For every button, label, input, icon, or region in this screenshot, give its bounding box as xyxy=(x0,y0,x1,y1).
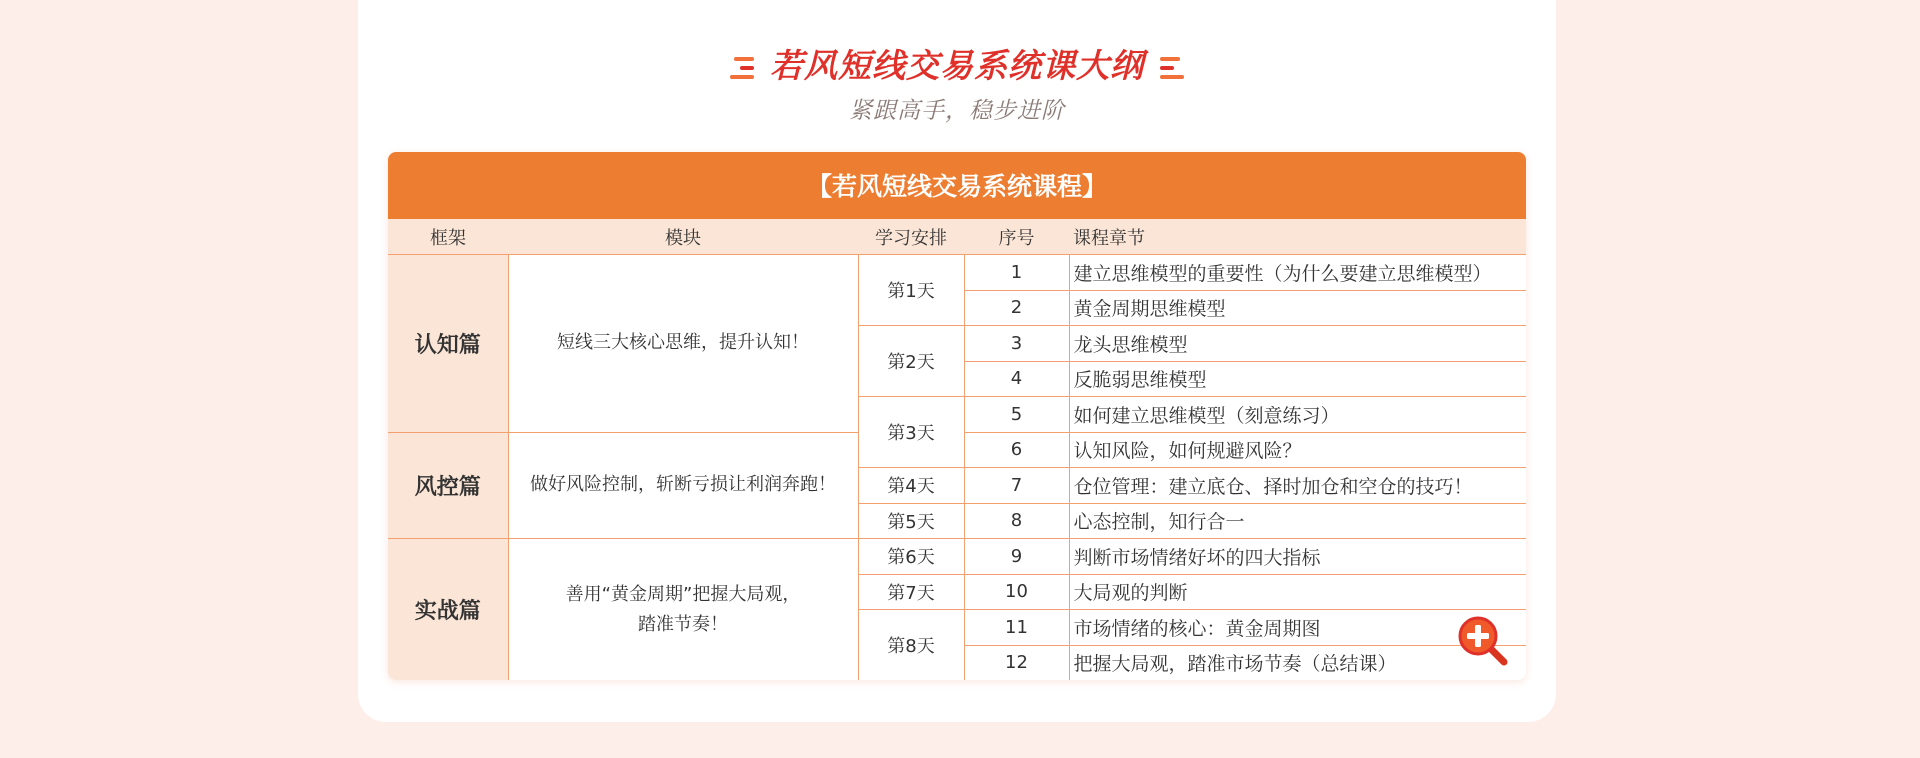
module-risk-control: 做好风险控制，斩断亏损让利润奔跑！ xyxy=(508,432,858,539)
row-number: 5 xyxy=(964,397,1069,433)
module-practice-line2: 踏准节奏！ xyxy=(638,613,728,635)
chapter-title: 市场情绪的核心：黄金周期图 xyxy=(1069,610,1526,646)
chapter-title: 仓位管理：建立底仓、择时加仓和空仓的技巧！ xyxy=(1069,468,1526,504)
column-header-number: 序号 xyxy=(964,219,1069,255)
chapter-title: 判断市场情绪好坏的四大指标 xyxy=(1069,539,1526,575)
table-row xyxy=(388,255,1526,291)
day-8: 第8天 xyxy=(858,610,964,681)
course-table xyxy=(388,152,1526,680)
day-2: 第2天 xyxy=(858,326,964,397)
page-subtitle: 紧跟高手，稳步进阶 xyxy=(849,98,1065,124)
row-number: 3 xyxy=(964,326,1069,362)
chapter-title: 认知风险，如何规避风险？ xyxy=(1069,432,1526,468)
title-decoration-right-icon xyxy=(1158,54,1188,82)
zoom-in-icon[interactable] xyxy=(1458,616,1510,668)
chapter-title: 心态控制，知行合一 xyxy=(1069,503,1526,539)
column-header-chapter: 课程章节 xyxy=(1069,219,1526,255)
chapter-title: 龙头思维模型 xyxy=(1069,326,1526,362)
day-5: 第5天 xyxy=(858,503,964,539)
section-risk-control: 风控篇 xyxy=(388,432,508,539)
row-number: 12 xyxy=(964,645,1069,680)
page-title: 若风短线交易系统课大纲 xyxy=(770,46,1144,85)
chapter-title: 反脆弱思维模型 xyxy=(1069,361,1526,397)
module-practice-line1: 善用“黄金周期”把握大局观， xyxy=(565,583,801,605)
page-title-row xyxy=(358,40,1556,87)
column-header-module: 模块 xyxy=(508,219,858,255)
row-number: 10 xyxy=(964,574,1069,610)
section-practice: 实战篇 xyxy=(388,539,508,681)
table-header-row xyxy=(388,219,1526,255)
section-cognition: 认知篇 xyxy=(388,255,508,433)
chapter-title: 建立思维模型的重要性（为什么要建立思维模型） xyxy=(1069,255,1526,291)
title-decoration-left-icon xyxy=(726,54,756,82)
table-title: 【若风短线交易系统课程】 xyxy=(388,152,1526,219)
module-practice xyxy=(508,539,858,681)
column-header-schedule: 学习安排 xyxy=(858,219,964,255)
chapter-title: 黄金周期思维模型 xyxy=(1069,290,1526,326)
row-number: 1 xyxy=(964,255,1069,291)
row-number: 7 xyxy=(964,468,1069,504)
row-number: 2 xyxy=(964,290,1069,326)
day-4: 第4天 xyxy=(858,468,964,504)
column-header-framework: 框架 xyxy=(388,219,508,255)
row-number: 6 xyxy=(964,432,1069,468)
module-cognition: 短线三大核心思维，提升认知！ xyxy=(508,255,858,433)
table-row xyxy=(388,539,1526,575)
day-1: 第1天 xyxy=(858,255,964,326)
outline-card xyxy=(358,0,1556,722)
row-number: 11 xyxy=(964,610,1069,646)
chapter-title: 大局观的判断 xyxy=(1069,574,1526,610)
chapter-title: 如何建立思维模型（刻意练习） xyxy=(1069,397,1526,433)
row-number: 8 xyxy=(964,503,1069,539)
day-6: 第6天 xyxy=(858,539,964,575)
chapter-title: 把握大局观，踏准市场节奏（总结课） xyxy=(1069,645,1526,680)
day-3: 第3天 xyxy=(858,397,964,468)
row-number: 4 xyxy=(964,361,1069,397)
row-number: 9 xyxy=(964,539,1069,575)
day-7: 第7天 xyxy=(858,574,964,610)
